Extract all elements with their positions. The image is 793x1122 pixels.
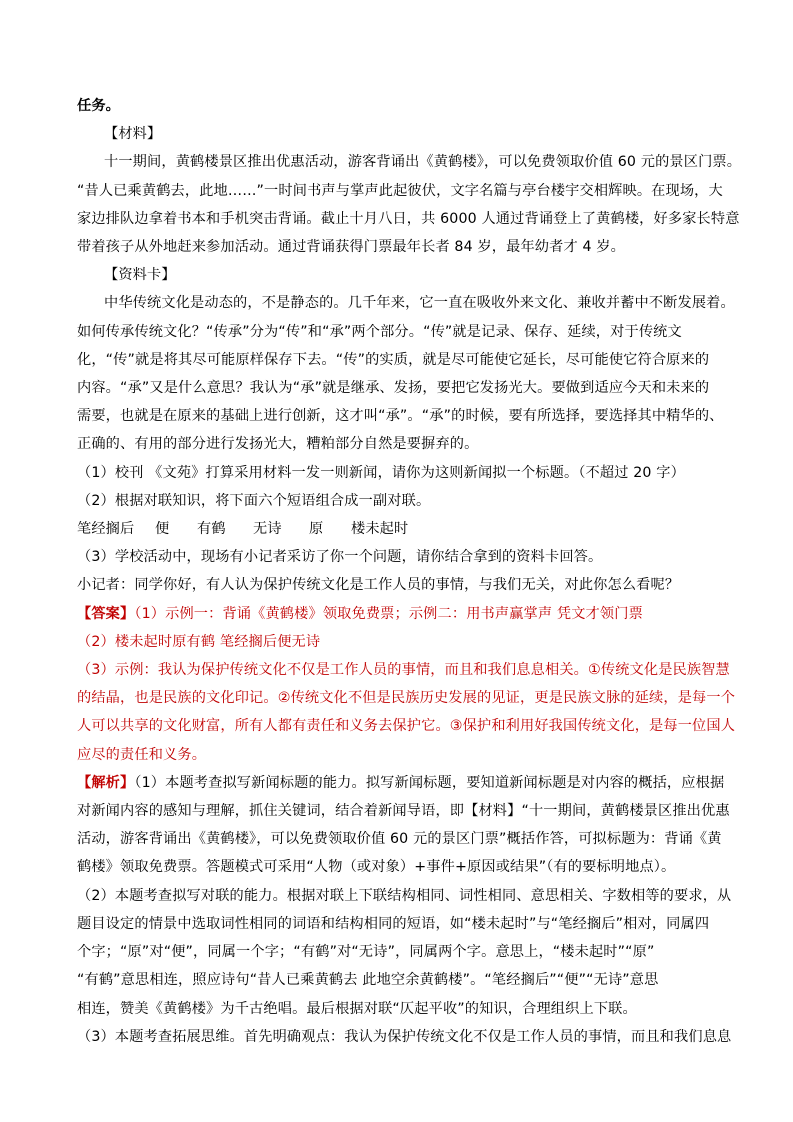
phrase-item: 无诗: [253, 521, 282, 538]
answer-2: （2）楼未起时原有鹤 笔经搁后便无诗: [77, 633, 321, 650]
answer-text: （1）示例一：背诵《黄鹤楼》领取免费票；示例二：用书声赢掌声 凭文才领门票: [134, 605, 643, 622]
analysis-text: （1）本题考查拟写新闻标题的能力。拟写新闻标题，要知道新闻标题是对内容的概括，应根据: [134, 774, 725, 791]
phrase-item: 笔经搁后: [77, 521, 135, 538]
material-line: 带着孩子从外地赶来参加活动。通过背诵获得门票最年长者 84 岁，最年幼者才 4 岁。: [77, 239, 625, 256]
analysis-line: 鹤楼》领取免费票。答题模式可采用“人物（或对象）+事件+原因或结果”（有的要标明地点）。: [77, 859, 676, 876]
analysis-line: （3）本题考查拓展思维。首先明确观点：我认为保护传统文化不仅是工作人员的事情，而且和我们息息: [77, 1028, 732, 1045]
analysis-line: 相连，赞美《黄鹤楼》为千古绝唱。最后根据对联“仄起平收”的知识，合理组织上下联。: [77, 1000, 637, 1017]
document-page: [77, 92, 742, 1051]
material-line: “昔人已乘黄鹤去，此地……”一时间书声与掌声此起彼伏，文字名篇与亭台楼宇交相辉映。在现场，大: [77, 182, 723, 199]
material-line: 十一期间，黄鹤楼景区推出优惠活动，游客背诵出《黄鹤楼》，可以免费领取价值 60 元的景区门票。: [104, 154, 742, 171]
reporter-question: 小记者：同学你好，有人认为保护传统文化是工作人员的事情，与我们无关，对此你怎么看呢？: [77, 577, 680, 594]
phrase-list: [77, 515, 717, 543]
answer-3-line: 应尽的责任和义务。: [77, 746, 207, 763]
answer-3-line: （3）示例：我认为保护传统文化不仅是工作人员的事情，而且和我们息息相关。①传统文化是民族智慧: [77, 662, 730, 679]
card-line: 需要，也就是在原来的基础上进行创新，这才叫“承”。“承”的时候，要有所选择，要选择其中精华的、: [77, 408, 724, 425]
card-line: 正确的、有用的部分进行发扬光大，糟粕部分自然是要摒弃的。: [77, 436, 479, 453]
analysis-line: 个字；“原”对“便”，同属一个字；“有鹤”对“无诗”，同属两个字。意思上，“楼未起时”“原”: [77, 944, 655, 961]
analysis-line: “有鹤”意思相连，照应诗句“昔人已乘黄鹤去 此地空余黄鹤楼”。“笔经搁后”“便”“无诗”意思: [77, 972, 659, 989]
analysis-line: 活动，游客背诵出《黄鹤楼》，可以免费领取价值 60 元的景区门票”概括作答，可拟标题为：背诵《黄: [77, 831, 722, 848]
card-label: 【资料卡】: [104, 267, 176, 284]
card-line: 中华传统文化是动态的，不是静态的。几千年来，它一直在吸收外来文化、兼收并蓄中不断发展着。: [104, 295, 735, 312]
analysis-line: 题目设定的情景中选取词性相同的词语和结构相同的短语，如“楼未起时”与“笔经搁后”相对，同属四: [77, 915, 710, 932]
answer-1: [77, 600, 717, 628]
phrase-item: 原: [309, 521, 324, 538]
analysis-first-line: [77, 769, 725, 797]
phrase-item: 楼未起时: [351, 521, 409, 538]
answer-3-line: 人可以共享的文化财富，所有人都有责任和义务去保护它。③保护和利用好我国传统文化，是每一位国人: [77, 718, 736, 735]
question-3: （3）学校活动中，现场有小记者采访了你一个问题，请你结合拿到的资料卡回答。: [77, 549, 603, 566]
analysis-label: 【解析】: [77, 774, 135, 791]
phrase-item: 便: [155, 521, 170, 538]
analysis-line: 对新闻内容的感知与理解，抓住关键词，结合着新闻导语，即【材料】“十一期间，黄鹤楼景区推出优惠: [77, 803, 730, 820]
question-1: （1）校刊 《文苑》打算采用材料一发一则新闻，请你为这则新闻拟一个标题。（不超过 20 字）: [77, 464, 685, 481]
phrase-item: 有鹤: [197, 521, 226, 538]
material-line: 家边排队边拿着书本和手机突击背诵。截止十月八日，共 6000 人通过背诵登上了黄鹤楼，好多家长特意: [77, 210, 740, 227]
answer-3-line: 的结晶，也是民族的文化印记。②传统文化不但是民族历史发展的见证，更是民族文脉的延续，是每一个: [77, 690, 736, 707]
analysis-line: （2）本题考查拟写对联的能力。根据对联上下联结构相同、词性相同、意思相关、字数相等的要求，从: [77, 887, 732, 904]
card-line: 化，“传”就是将其尽可能原样保存下去。“传”的实质，就是尽可能使它延长，尽可能使它符合原来的: [77, 351, 710, 368]
material-label: 【材料】: [104, 126, 162, 143]
task-heading: 任务。: [77, 98, 121, 114]
question-2: （2）根据对联知识，将下面六个短语组合成一副对联。: [77, 492, 431, 509]
card-line: 内容。“承”又是什么意思？我认为“承”就是继承、发扬，要把它发扬光大。要做到适应今天和未来的: [77, 380, 710, 397]
card-line: 如何传承传统文化？“传承”分为“传”和“承”两个部分。“传”就是记录、保存、延续，对于传统文: [77, 323, 682, 340]
answer-label: 【答案】: [77, 605, 135, 622]
